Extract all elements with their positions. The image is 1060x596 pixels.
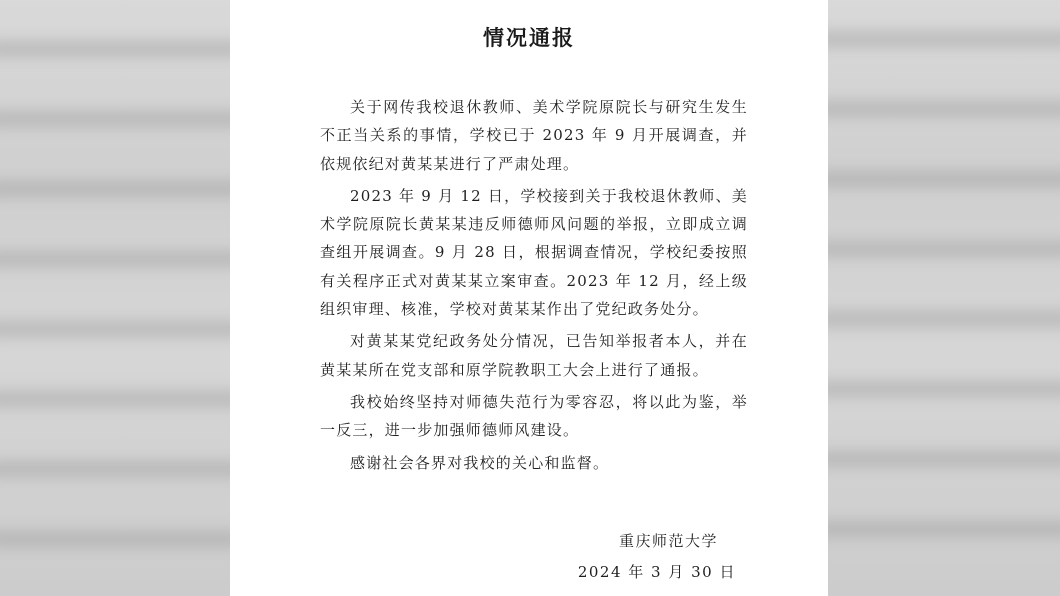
document-title: 情况通报 <box>483 26 575 50</box>
blurred-background-right <box>828 0 1060 596</box>
paragraph-2: 2023 年 9 月 12 日，学校接到关于我校退休教师、美术学院原院长黄某某违反师德师风问题的举报，立即成立调查组开展调查。9 月 28 日，根据调查情况，学校纪委按照有关程序正式对黄某某立案审查。2023 年 12 月，经上级组织审理、核准，学校对黄某某作出了党纪政务处分。 <box>320 186 748 319</box>
document-body <box>320 93 748 481</box>
paragraph-1: 关于网传我校退休教师、美术学院原院长与研究生发生不正当关系的事情，学校已于 2023 年 9 月开展调查，并依规依纪对黄某某进行了严肃处理。 <box>320 98 748 173</box>
signature-organization: 重庆师范大学 <box>618 532 718 550</box>
paragraph-4: 我校始终坚持对师德失范行为零容忍，将以此为鉴，举一反三，进一步加强师德师风建设。 <box>320 392 748 440</box>
paragraph-3: 对黄某某党纪政务处分情况，已告知举报者本人，并在黄某某所在党支部和原学院教职工大会上进行了通报。 <box>320 332 748 379</box>
blurred-background-left <box>0 0 230 596</box>
paragraph-5: 感谢社会各界对我校的关心和监督。 <box>350 453 610 472</box>
signature-date: 2024 年 3 月 30 日 <box>577 563 736 581</box>
notice-document <box>230 0 828 596</box>
